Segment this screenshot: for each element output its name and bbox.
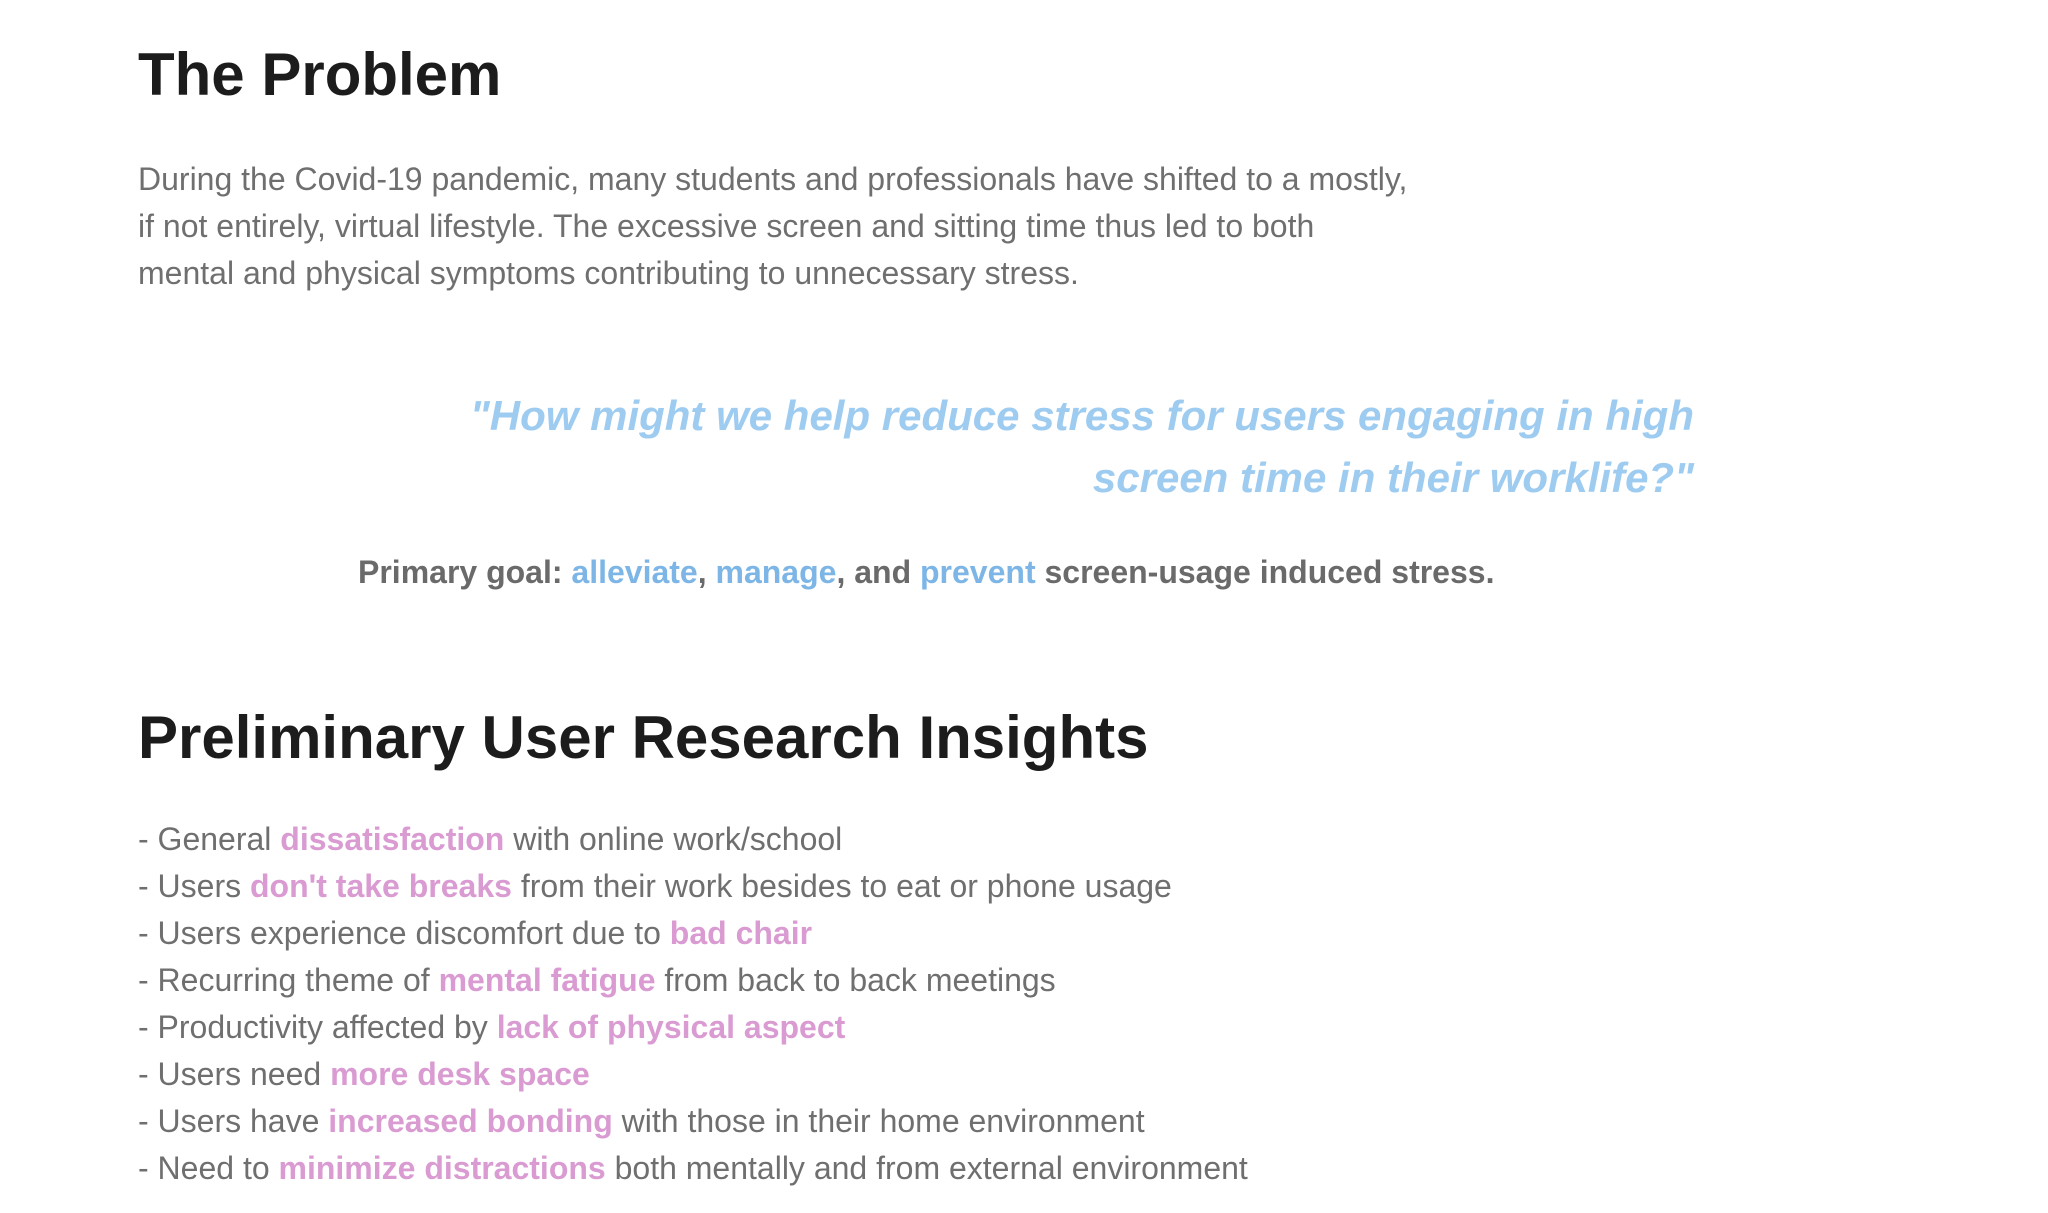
insight-highlight: increased bonding (328, 1103, 613, 1139)
insight-text: - Users have (138, 1103, 329, 1139)
insight-text: - Users (138, 868, 250, 904)
insight-item (138, 816, 1248, 863)
insights-list (138, 816, 1248, 1192)
insight-highlight: bad chair (669, 915, 813, 951)
problem-heading: The Problem (138, 41, 502, 108)
insight-highlight: don't take breaks (250, 868, 512, 904)
insight-text: from back to back meetings (655, 962, 1056, 998)
insight-text: - General (138, 821, 281, 857)
problem-paragraph-line: During the Covid-19 pandemic, many students and professionals have shifted to a mostly, (138, 161, 1408, 197)
insight-text: - Users experience discomfort due to (138, 915, 670, 951)
insight-text: - Users need (138, 1056, 331, 1092)
hmw-quote (470, 385, 1694, 509)
primary-goal (358, 550, 1494, 594)
problem-paragraph (138, 156, 1538, 297)
insight-highlight: dissatisfaction (280, 821, 505, 857)
primary-goal-label: Primary goal: (358, 554, 572, 590)
insight-text: - Need to (138, 1150, 279, 1186)
goal-word-prevent: prevent (920, 554, 1036, 590)
insight-item (138, 1145, 1248, 1192)
insight-item (138, 863, 1248, 910)
hmw-quote-line: screen time in their worklife?" (1092, 454, 1694, 501)
insight-item (138, 1098, 1248, 1145)
goal-word-alleviate: alleviate (571, 554, 698, 590)
goal-separator: , (697, 554, 716, 590)
insight-item (138, 1051, 1248, 1098)
insight-highlight: minimize distractions (278, 1150, 606, 1186)
insight-text: with those in their home environment (612, 1103, 1145, 1139)
insight-highlight: mental fatigue (438, 962, 656, 998)
insight-text: both mentally and from external environment (605, 1150, 1248, 1186)
problem-paragraph-line: mental and physical symptoms contributing to unnecessary stress. (138, 255, 1079, 291)
insight-text: with online work/school (504, 821, 843, 857)
primary-goal-tail: screen-usage induced stress. (1035, 554, 1495, 590)
insights-heading: Preliminary User Research Insights (138, 704, 1149, 771)
insight-item (138, 910, 1248, 957)
insight-item (138, 1004, 1248, 1051)
insight-text: - Productivity affected by (138, 1009, 497, 1045)
insight-text: from their work besides to eat or phone usage (511, 868, 1172, 904)
problem-paragraph-line: if not entirely, virtual lifestyle. The excessive screen and sitting time thus led to both (138, 208, 1315, 244)
hmw-quote-line: "How might we help reduce stress for users engaging in high (469, 392, 1694, 439)
insight-highlight: more desk space (330, 1056, 590, 1092)
insight-item (138, 957, 1248, 1004)
insight-highlight: lack of physical aspect (496, 1009, 846, 1045)
goal-word-manage: manage (715, 554, 837, 590)
insight-text: - Recurring theme of (138, 962, 439, 998)
goal-separator: , and (836, 554, 920, 590)
